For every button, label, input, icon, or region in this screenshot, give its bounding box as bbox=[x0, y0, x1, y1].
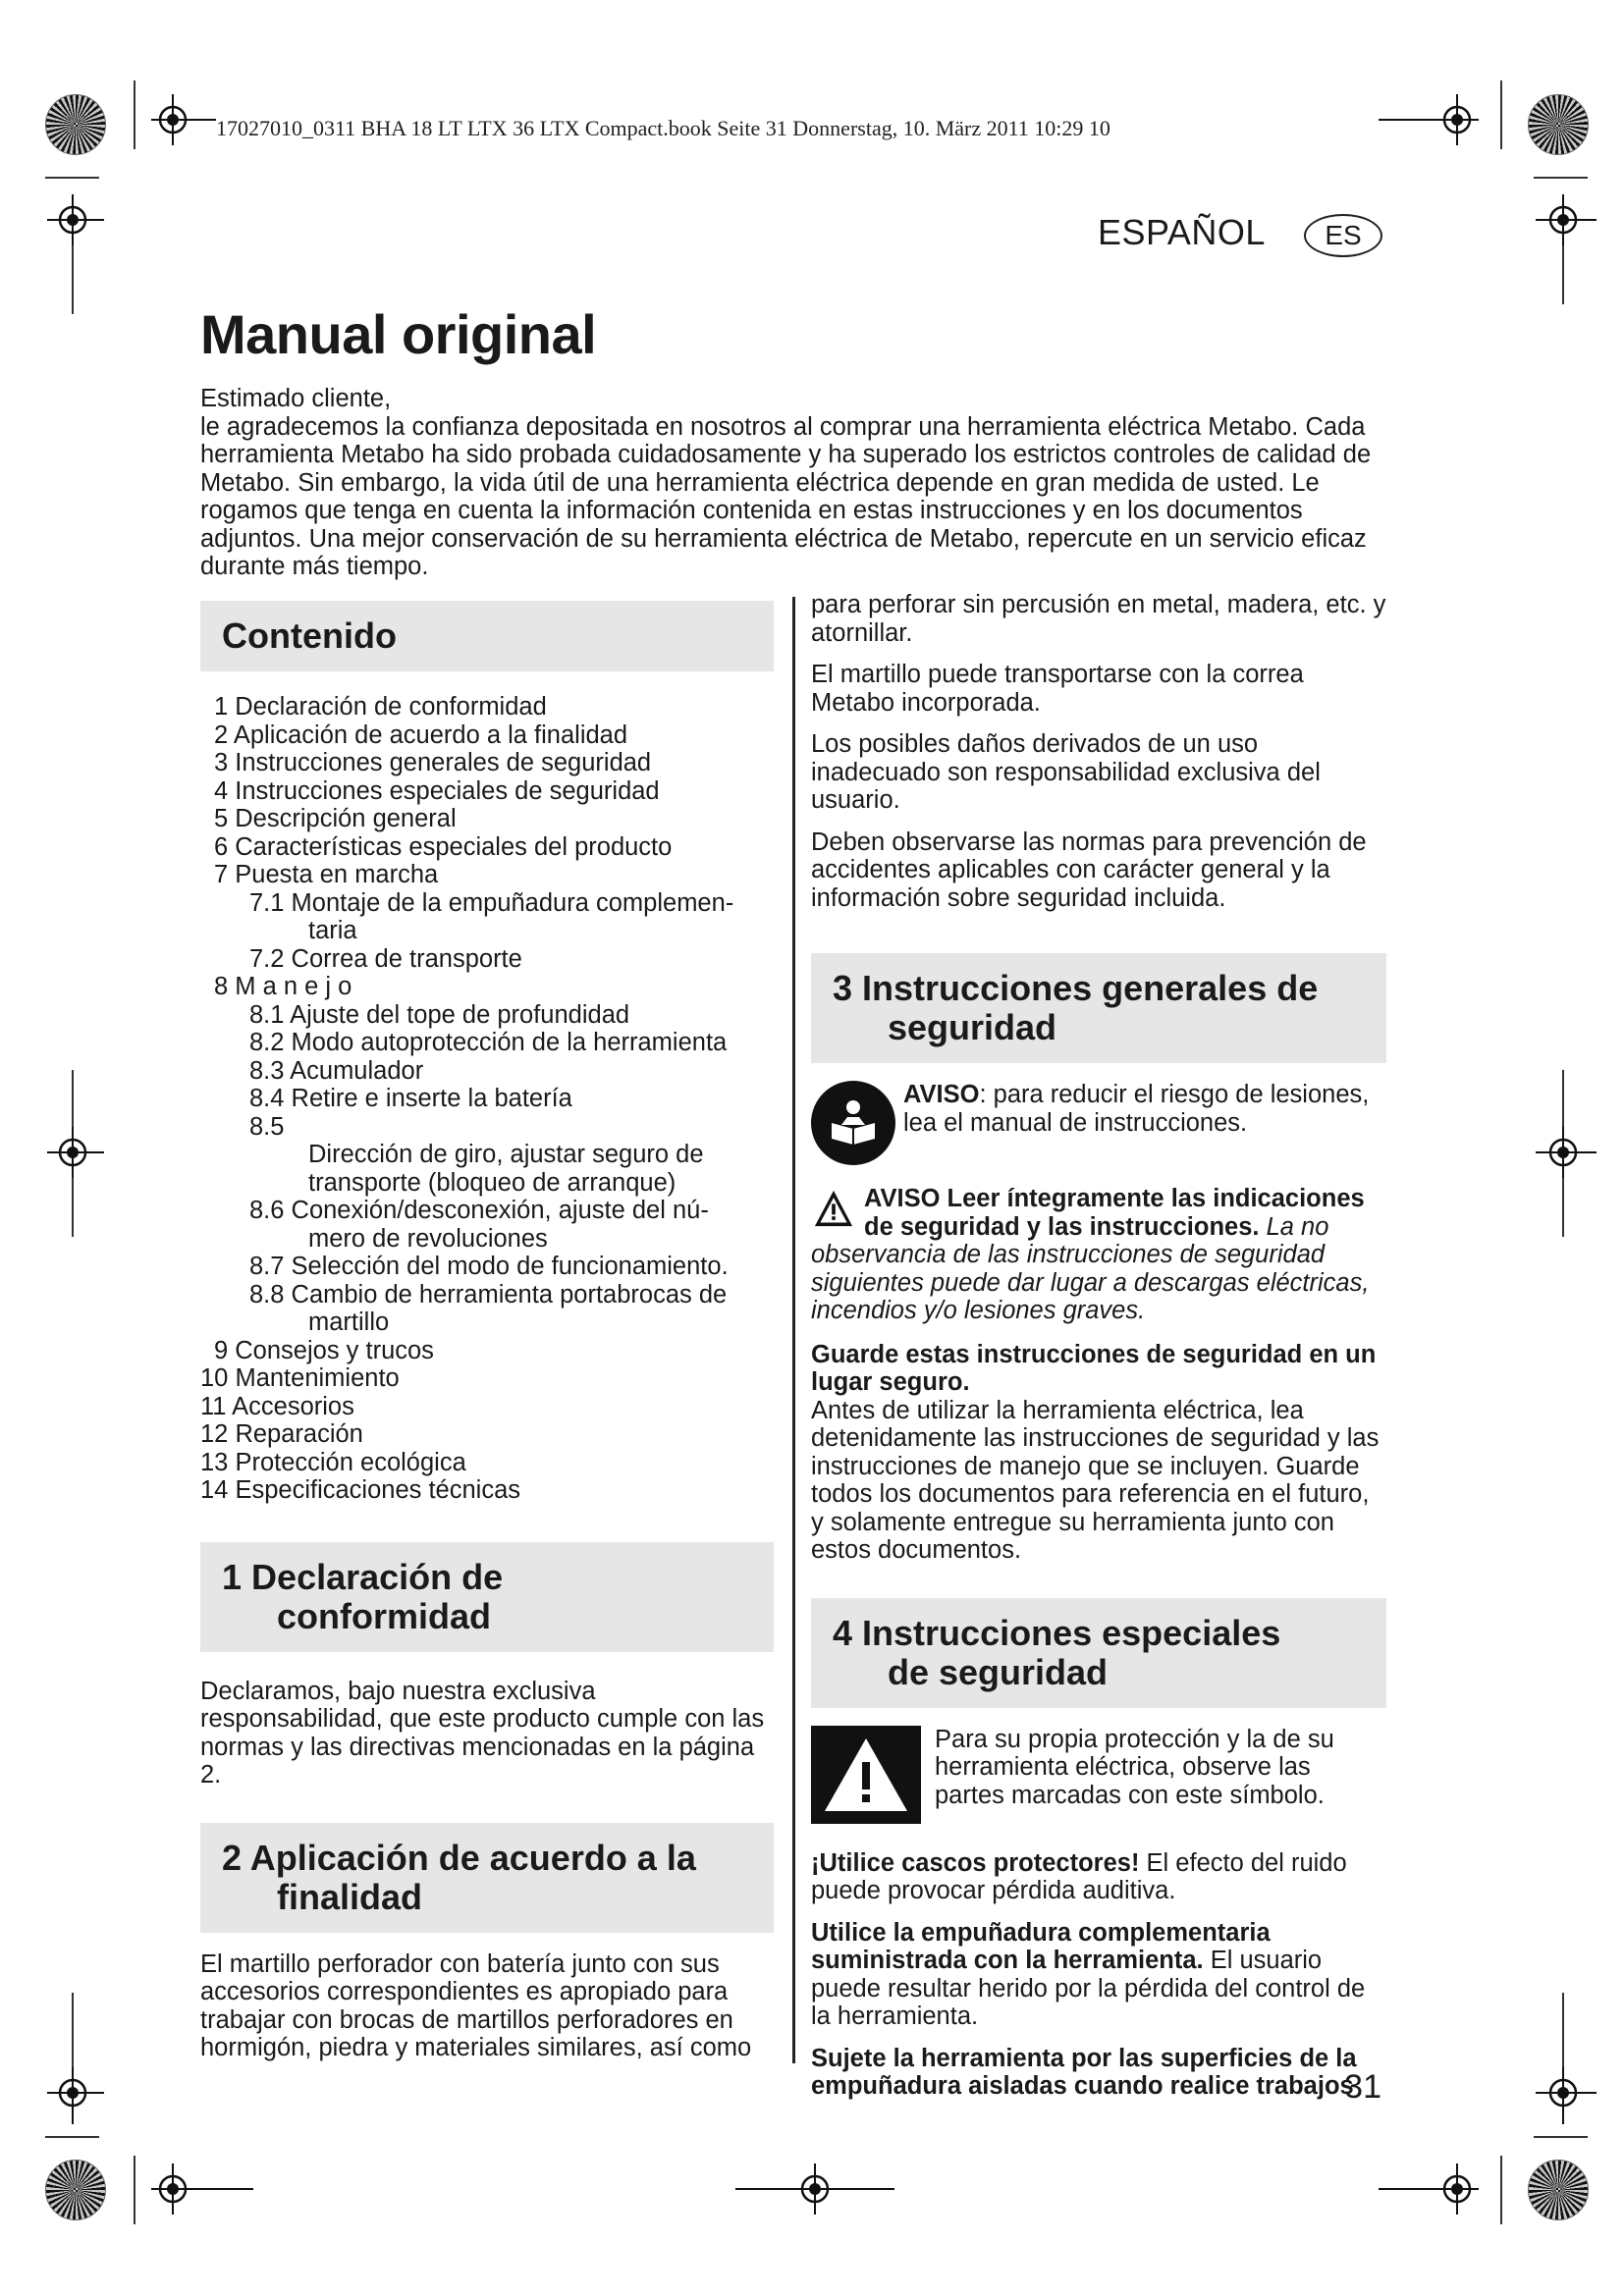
crop-line bbox=[45, 177, 99, 179]
toc-item[interactable]: 3 Instrucciones generales de seguridad bbox=[214, 749, 652, 776]
warning-triangle-icon bbox=[811, 1189, 856, 1228]
column-divider bbox=[792, 597, 795, 2063]
toc-item[interactable]: 1 Declaración de conformidad bbox=[214, 693, 547, 721]
toc-item[interactable]: 7.2 Correa de transporte bbox=[249, 944, 522, 973]
keep-bold: Guarde estas instrucciones de seguridad en un lugar seguro. bbox=[811, 1340, 1377, 1396]
para-text: El efecto del ruido puede provocar pérdida auditiva. bbox=[811, 1848, 1347, 1904]
para-bold: Utilice la empuñadura complementaria suministrada con la herramienta. bbox=[811, 1918, 1271, 1974]
page-number: 31 bbox=[1344, 2068, 1381, 2106]
crop-line bbox=[1500, 2156, 1502, 2224]
crosshair-icon bbox=[39, 2059, 108, 2128]
language-badge: ES bbox=[1304, 214, 1382, 257]
toc-item[interactable]: 8.4 Retire e inserte la batería bbox=[249, 1085, 572, 1112]
section-number: 2 bbox=[222, 1837, 243, 1878]
section-4-para bbox=[811, 1919, 1386, 2031]
starburst-mark-br bbox=[1528, 2160, 1589, 2220]
toc-item-continuation[interactable]: mero de revoluciones bbox=[308, 1224, 548, 1253]
page-title: Manual original bbox=[200, 303, 597, 365]
toc-item[interactable]: 8.5 bbox=[249, 1112, 285, 1141]
crop-line bbox=[1500, 80, 1502, 149]
section-2-para: El martillo puede transportarse con la correa Metabo incorporada. bbox=[811, 661, 1304, 717]
toc-item-continuation[interactable]: transporte (bloqueo de arranque) bbox=[308, 1168, 677, 1197]
section-title-cont: conformidad bbox=[277, 1595, 492, 1636]
toc-item[interactable]: 2 Aplicación de acuerdo a la finalidad bbox=[214, 721, 628, 749]
intro-greeting: Estimado cliente, bbox=[200, 385, 392, 412]
section-4-para bbox=[811, 1849, 1386, 1905]
para-text: El usuario puede resultar herido por la pérdida del control de la herramienta. bbox=[811, 1947, 1366, 2030]
para-bold: Sujete la herramienta por las superficies de la empuñadura aisladas cuando realice trabajos bbox=[811, 2044, 1357, 2100]
crop-line bbox=[72, 1178, 74, 1237]
section-title: Aplicación de acuerdo a la bbox=[249, 1837, 696, 1878]
print-header: 17027010_0311 BHA 18 LT LTX 36 LTX Compact.book Seite 31 Donnerstag, 10. März 2011 10:29 10 bbox=[216, 116, 1110, 140]
toc-item[interactable]: 8.3 Acumulador bbox=[249, 1056, 424, 1085]
toc-item[interactable]: 11 Accesorios bbox=[200, 1392, 354, 1420]
crop-line bbox=[45, 2136, 99, 2138]
toc-item-continuation[interactable]: martillo bbox=[308, 1308, 390, 1336]
crosshair-icon bbox=[139, 2160, 257, 2218]
section-4-para bbox=[811, 2045, 1386, 2101]
aviso2-bold: AVISO Leer íntegramente las indicaciones de seguridad y las instrucciones. bbox=[864, 1185, 1365, 1241]
aviso-label: AVISO bbox=[903, 1081, 980, 1108]
crosshair-icon bbox=[39, 1119, 108, 1188]
aviso2-italic: La no observancia de las instrucciones de seguridad siguientes puede dar lugar a descargas eléctricas, incendios y/o lesiones graves. bbox=[811, 1212, 1370, 1324]
toc-item[interactable]: 8 M a n e j o bbox=[214, 973, 352, 1000]
aviso-notice bbox=[811, 1081, 1386, 1165]
starburst-mark-tr bbox=[1528, 94, 1589, 155]
crop-line bbox=[1534, 2136, 1588, 2138]
section-2-body-cont: para perforar sin percusión en metal, madera, etc. y atornillar. bbox=[811, 591, 1386, 647]
crosshair-icon bbox=[139, 90, 218, 149]
section-title-cont: de seguridad bbox=[888, 1651, 1109, 1692]
section-1-body: Declaramos, bajo nuestra exclusiva responsabilidad, que este producto cumple con las normas y las directivas mencionadas en la página 2. bbox=[200, 1677, 765, 1789]
crosshair-icon bbox=[1528, 187, 1606, 255]
section-2-heading bbox=[200, 1823, 774, 1933]
toc-item[interactable]: 4 Instrucciones especiales de seguridad bbox=[214, 776, 660, 805]
read-manual-icon bbox=[811, 1081, 895, 1165]
toc-heading-box bbox=[200, 601, 774, 671]
toc-item[interactable]: 12 Reparación bbox=[200, 1420, 363, 1448]
symbol-text: Para su propia protección y la de su herramienta eléctrica, observe las partes marcadas con este símbolo. bbox=[935, 1725, 1334, 1809]
toc-heading: Contenido bbox=[222, 615, 397, 656]
section-2-body: El martillo perforador con batería junto con sus accesorios correspondientes es apropiado para trabajar con brocas de martillos perforadores en hormigón, piedra y materiales similares, así como bbox=[200, 1949, 752, 2061]
intro-body: le agradecemos la confianza depositada en nosotros al comprar una herramienta eléctrica Metabo. Cada herramienta Metabo ha sido probada cuidadosamente y ha superado los estrictos controles de calidad de Metabo. Sin embargo, la vida útil de una herramienta eléctrica depende en gran medida de usted. Le rogamos que tenga en cuenta la información contenida en estas instrucciones y en los documentos adjuntos. Una mejor conservación de su herramienta eléctrica de Metabo, repercute en un servicio eficaz durante más tiempo. bbox=[200, 412, 1372, 580]
toc-item[interactable]: 6 Características especiales del producto bbox=[214, 832, 673, 861]
section-number: 4 bbox=[833, 1612, 853, 1653]
toc-item[interactable]: 14 Especificaciones técnicas bbox=[200, 1476, 521, 1504]
aviso-warning bbox=[811, 1185, 1386, 1325]
toc-item[interactable]: 8.1 Ajuste del tope de profundidad bbox=[249, 1000, 630, 1029]
section-title: Instrucciones especiales bbox=[862, 1612, 1281, 1653]
section-title: Instrucciones generales de bbox=[862, 968, 1319, 1008]
crosshair-icon bbox=[1528, 1119, 1606, 1188]
toc-item[interactable]: 8.2 Modo autoprotección de la herramienta bbox=[249, 1029, 728, 1056]
language-label: ESPAÑOL bbox=[1098, 212, 1266, 252]
toc-item[interactable]: 10 Mantenimiento bbox=[200, 1364, 400, 1392]
crosshair-icon bbox=[1528, 2059, 1606, 2128]
section-1-heading bbox=[200, 1542, 774, 1652]
crop-line bbox=[1534, 177, 1588, 179]
toc-item[interactable]: 9 Consejos y trucos bbox=[214, 1336, 434, 1364]
toc-item[interactable]: 7.1 Montaje de la empuñadura complemen- bbox=[249, 888, 734, 917]
crop-line bbox=[134, 2156, 135, 2224]
crop-line bbox=[1562, 1178, 1564, 1237]
toc-item-continuation[interactable]: Dirección de giro, ajustar seguro de bbox=[308, 1141, 704, 1168]
aviso-text: : para reducir el riesgo de lesiones, lea el manual de instrucciones. bbox=[903, 1081, 1370, 1137]
keep-instructions bbox=[811, 1341, 1386, 1565]
right-column bbox=[811, 591, 1386, 2114]
section-number: 3 bbox=[833, 968, 853, 1008]
crosshair-icon bbox=[731, 2160, 898, 2218]
section-4-heading bbox=[811, 1598, 1386, 1708]
crosshair-icon bbox=[1375, 90, 1483, 149]
starburst-mark-tl bbox=[45, 94, 106, 155]
symbol-notice bbox=[811, 1726, 1386, 1824]
toc-item[interactable]: 7 Puesta en marcha bbox=[214, 861, 439, 888]
para-bold: ¡Utilice cascos protectores! bbox=[811, 1848, 1140, 1877]
toc-item[interactable]: 8.8 Cambio de herramienta portabrocas de bbox=[249, 1280, 728, 1308]
crosshair-icon bbox=[39, 187, 108, 255]
toc-item-continuation[interactable]: taria bbox=[308, 917, 357, 944]
section-title-cont: seguridad bbox=[888, 1007, 1057, 1047]
keep-text: Antes de utilizar la herramienta eléctrica, lea detenidamente las instrucciones de seguridad y las instrucciones de manejo que se incluyen. Guarde todos los documentos para referencia en el futuro, y solamente entregue su herramienta junto con estos documentos. bbox=[811, 1396, 1380, 1564]
table-of-contents bbox=[200, 693, 774, 1505]
starburst-mark-bl bbox=[45, 2160, 106, 2220]
warning-symbol-icon bbox=[811, 1726, 921, 1824]
section-number: 1 bbox=[222, 1556, 243, 1597]
crop-line bbox=[1562, 245, 1564, 304]
section-title-cont: finalidad bbox=[277, 1876, 423, 1917]
toc-item[interactable]: 5 Descripción general bbox=[214, 805, 457, 832]
toc-item[interactable]: 8.6 Conexión/desconexión, ajuste del nú- bbox=[249, 1197, 709, 1224]
toc-item[interactable]: 8.7 Selección del modo de funcionamiento. bbox=[249, 1253, 729, 1280]
toc-item[interactable]: 13 Protección ecológica bbox=[200, 1448, 466, 1476]
crop-line bbox=[134, 80, 135, 149]
section-title: Declaración de bbox=[251, 1556, 504, 1597]
left-column bbox=[200, 601, 774, 2076]
crop-line bbox=[72, 245, 74, 314]
section-2-para: Deben observarse las normas para prevención de accidentes aplicables con carácter general y la información sobre seguridad incluida. bbox=[811, 828, 1367, 912]
intro-section bbox=[200, 385, 1388, 581]
crosshair-icon bbox=[1375, 2160, 1483, 2218]
section-3-heading bbox=[811, 953, 1386, 1063]
section-2-para: Los posibles daños derivados de un uso inadecuado son responsabilidad exclusiva del usuario. bbox=[811, 730, 1321, 814]
